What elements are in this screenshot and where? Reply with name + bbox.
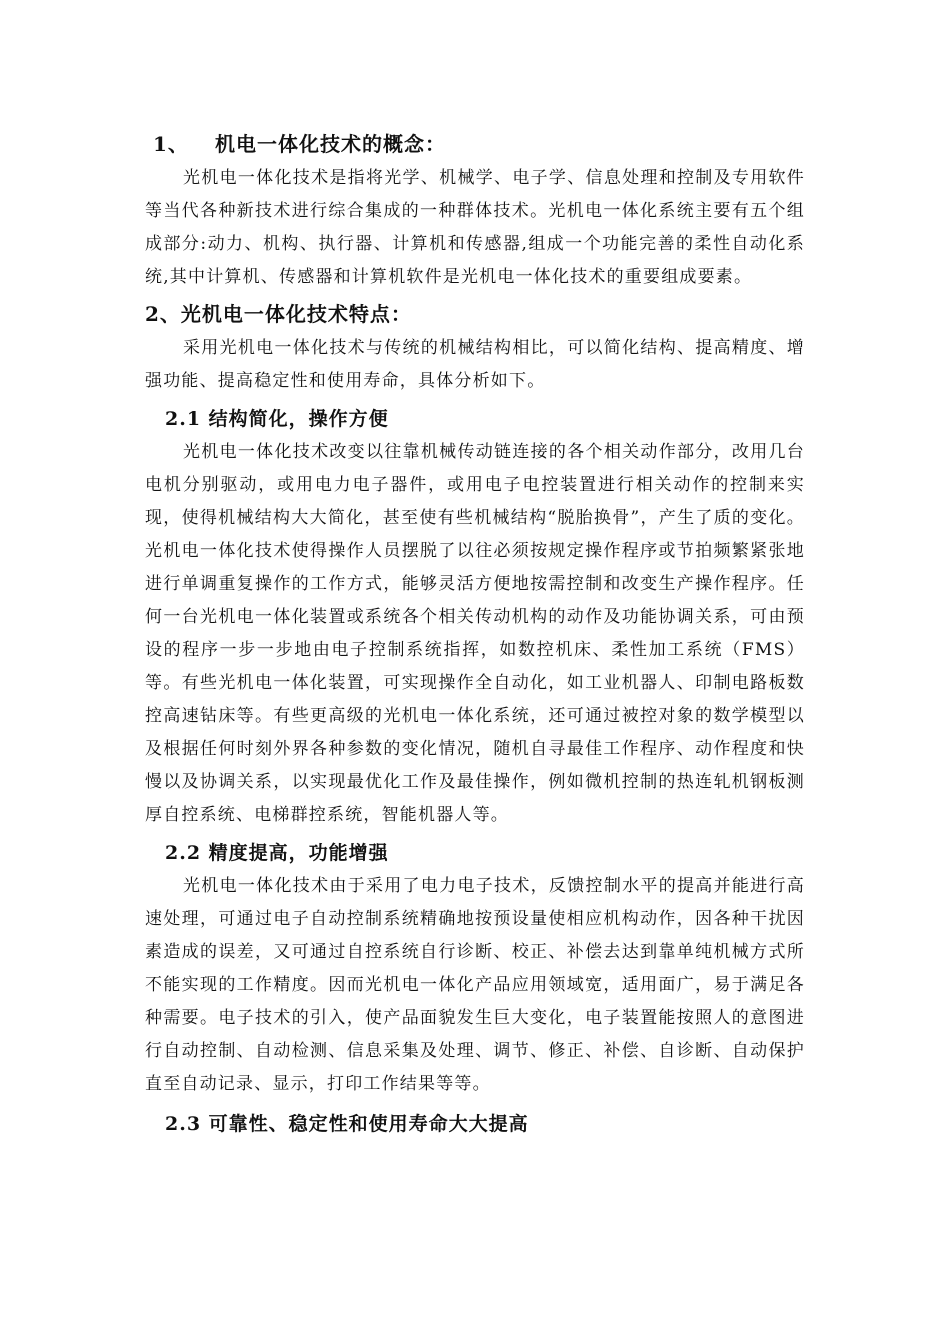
subsection-2-2-heading: 2.2 精度提高，功能增强 <box>165 842 389 864</box>
section-2-number: 2、 <box>145 302 181 326</box>
subsection-2-1-paragraph: 光机电一体化技术改变以往靠机械传动链连接的各个相关动作部分，改用几台电机分别驱动，或用电力电子器件，或用电子电控装置进行相关动作的控制来实现，使得机械结构大大简化，甚至使有些机械结构“脱胎换骨”，产生了质的变化。光机电一体化技术使得操作人员摆脱了以往必须按规定操作程序或节拍频繁紧张地进行单调重复操作的工作方式，能够灵活方便地按需控制和改变生产操作程序。任何一台光机电一体化装置或系统各个相关传动机构的动作及功能协调关系，可由预设的程序一步一步地由电子控制系统指挥，如数控机床、柔性加工系统（FMS）等。有些光机电一体化装置，可实现操作全自动化，如工业机器人、印制电路板数控高速钻床等。有些更高级的光机电一体化系统，还可通过被控对象的数学模型以及根据任何时刻外界各种参数的变化情况，随机自寻最佳工作程序、动作程度和快慢以及协调关系，以实现最优化工作及最佳操作，例如微机控制的热连轧机钢板测厚自控系统、电梯群控系统，智能机器人等。 <box>145 442 805 825</box>
section-1-title: 机电一体化技术的概念： <box>215 132 446 156</box>
subsection-2-3-heading: 2.3 可靠性、稳定性和使用寿命大大提高 <box>165 1113 529 1135</box>
section-1-paragraph: 光机电一体化技术是指将光学、机械学、电子学、信息处理和控制及专用软件等当代各种新技术进行综合集成的一种群体技术。光机电一体化系统主要有五个组成部分:动力、机构、执行器、计算机和传感器,组成一个功能完善的柔性自动化系统,其中计算机、传感器和计算机软件是光机电一体化技术的重要组成要素。 <box>145 168 805 287</box>
section-2-heading <box>145 296 805 332</box>
subsection-2-2-paragraph: 光机电一体化技术由于采用了电力电子技术，反馈控制水平的提高并能进行高速处理，可通过电子自动控制系统精确地按预设量使相应机构动作，因各种干扰因素造成的误差，又可通过自控系统自行诊断、校正、补偿去达到靠单纯机械方式所不能实现的工作精度。因而光机电一体化产品应用领域宽，适用面广，易于满足各种需要。电子技术的引入，使产品面貌发生巨大变化，电子装置能按照人的意图进行自动控制、自动检测、信息采集及处理、调节、修正、补偿、自诊断、自动保护直至自动记录、显示，打印工作结果等等。 <box>145 876 805 1094</box>
section-2-title: 光机电一体化技术特点： <box>180 302 412 326</box>
section-1-heading <box>145 126 805 162</box>
section-1-number: 1、 <box>153 132 189 156</box>
subsection-2-1-heading: 2.1 结构简化，操作方便 <box>165 408 389 430</box>
document-body <box>145 126 805 1141</box>
section-2-paragraph: 采用光机电一体化技术与传统的机械结构相比，可以简化结构、提高精度、增强功能、提高稳定性和使用寿命，具体分析如下。 <box>145 338 805 391</box>
